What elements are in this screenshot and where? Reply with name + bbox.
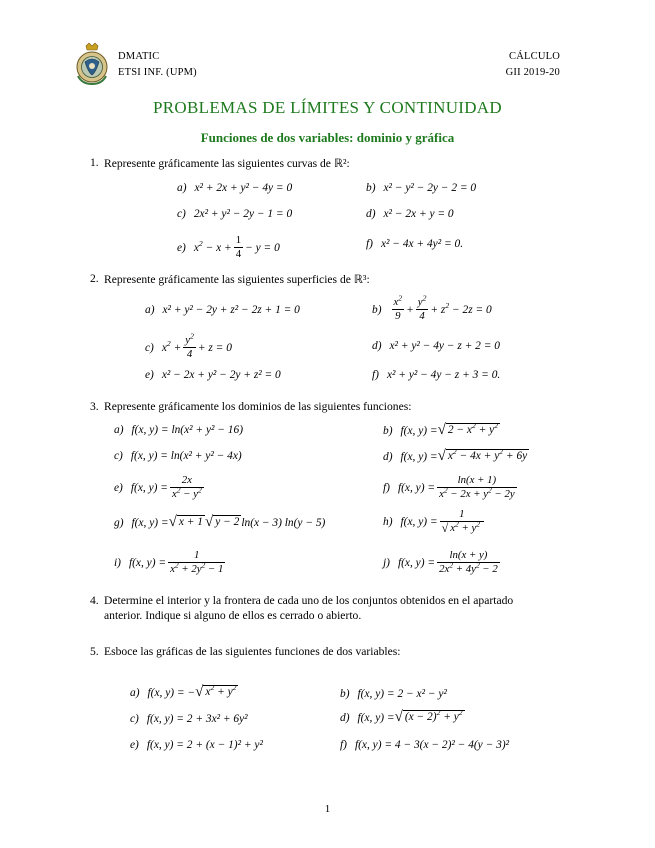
problem-1-item-c: c) 2x² + y² − 2y − 1 = 0 [177, 208, 293, 220]
page-number: 1 [324, 803, 331, 815]
problem-2-item-f: f) x² + y² − 4y − z + 3 = 0. [372, 369, 501, 381]
problem-5-item-f: f) f(x, y) = 4 − 3(x − 2)² − 4(y − 3)² [340, 739, 510, 751]
page-title: PROBLEMAS DE LÍMITES Y CONTINUIDAD [153, 98, 502, 117]
problem-1-item-b: b) x² − y² − 2y − 2 = 0 [366, 182, 477, 194]
problem-3-text: Represente gráficamente los dominios de las siguientes funciones: [104, 400, 412, 413]
problem-2-item-e: e) x² − 2x + y² − 2y + z² = 0 [145, 369, 281, 381]
problem-5-text: Esboce las gráficas de las siguientes funciones de dos variables: [104, 645, 401, 658]
header-course: CÁLCULO [509, 51, 560, 62]
problem-3-item-b: b) f(x, y) = √ $2 - x^2 + y^2$ [383, 421, 498, 438]
problem-3-item-a: a) f(x, y) = ln(x² + y² − 16) [114, 424, 243, 436]
problem-4-text: Determine el interior y la frontera de cada uno de los conjuntos obtenidos en el apartado [104, 594, 514, 607]
problem-5-item-e: e) f(x, y) = 2 + (x − 1)² + y² [130, 739, 263, 751]
problem-2-text: Represente gráficamente las siguientes superficies de ℝ³: [104, 273, 370, 286]
problem-1-number: 1. [90, 156, 99, 169]
problem-3-item-f: f) f(x, y) = $\frac{\ln(x + 1)}{x^2 - 2x + y^2 - 2y}$ [383, 474, 515, 500]
problem-5-item-d: d) f(x, y) = √ $(x - 2)^2 + y^2$ [340, 708, 463, 725]
problem-2-item-b: b) $x^2$ 9 + $\frac{y^2}{4}$ + $z^2 - 2z = 0$ [372, 293, 492, 322]
problem-1-text: Represente gráficamente las siguientes curvas de ℝ²: [104, 157, 350, 170]
problem-3-item-h: h) f(x, y) = $\frac{1}{√ x^2 + y^2}$ [383, 508, 486, 535]
header-dept: DMATIC [118, 51, 160, 62]
problem-1-item-e: e) $x^2 - x$ + $\frac{1}{4}$ − y = 0 [177, 234, 280, 260]
problem-4-number: 4. [90, 594, 99, 607]
problem-3-item-d: d) f(x, y) = √ $x^2 - 4x + y^2 + 6y$ [383, 447, 528, 464]
problem-3-item-j: j) f(x, y) = $\frac{\ln(x + y)}{2x^2 + 4y^2 - 2}$ [383, 549, 498, 575]
problem-5-number: 5. [90, 645, 99, 658]
problem-2-item-d: d) x² + y² − 4y − z + 2 = 0 [372, 340, 500, 352]
problem-5-item-c: c) f(x, y) = 2 + 3x² + 6y² [130, 713, 248, 725]
page-subtitle: Funciones de dos variables: dominio y gráfica [200, 130, 455, 145]
problem-5-item-a: a) f(x, y) = − √ $x^2 + y^2$ [130, 683, 237, 700]
header-school: ETSI INF. (UPM) [118, 67, 197, 78]
problem-1-item-d: d) x² − 2x + y = 0 [366, 208, 454, 220]
problem-2-item-c: c) $x^2$ + $\frac{y^2}{4}$ + z = 0 [145, 331, 232, 360]
problem-3-item-e: e) f(x, y) = $\frac{2x}{x^2 - y^2}$ [114, 474, 202, 500]
problem-5-item-b: b) f(x, y) = 2 − x² − y² [340, 688, 447, 700]
problem-3-item-c: c) f(x, y) = ln(x² + y² − 4x) [114, 450, 242, 462]
header-year: GII 2019-20 [505, 67, 560, 78]
problem-2-item-a: a) x² + y² − 2y + z² − 2z + 1 = 0 [145, 304, 300, 316]
problem-3-item-i: i) f(x, y) = $\frac{1}{x^2 + 2y^2 - 1}$ [114, 549, 224, 575]
problem-1-item-a: a) x² + 2x + y² − 4y = 0 [177, 182, 293, 194]
problem-3-number: 3. [90, 400, 99, 413]
problem-4-text-cont: anterior. Indique si alguno de ellos es cerrado o abierto. [104, 609, 362, 622]
problem-3-item-g: g) f(x, y) = √ x + 1 √ y − 2 ln(x − 3) ln(y − 5) [114, 514, 326, 530]
problem-1-item-f: f) x² − 4x + 4y² = 0. [366, 238, 464, 250]
problem-2-number: 2. [90, 272, 99, 285]
university-crest-icon [72, 42, 112, 86]
